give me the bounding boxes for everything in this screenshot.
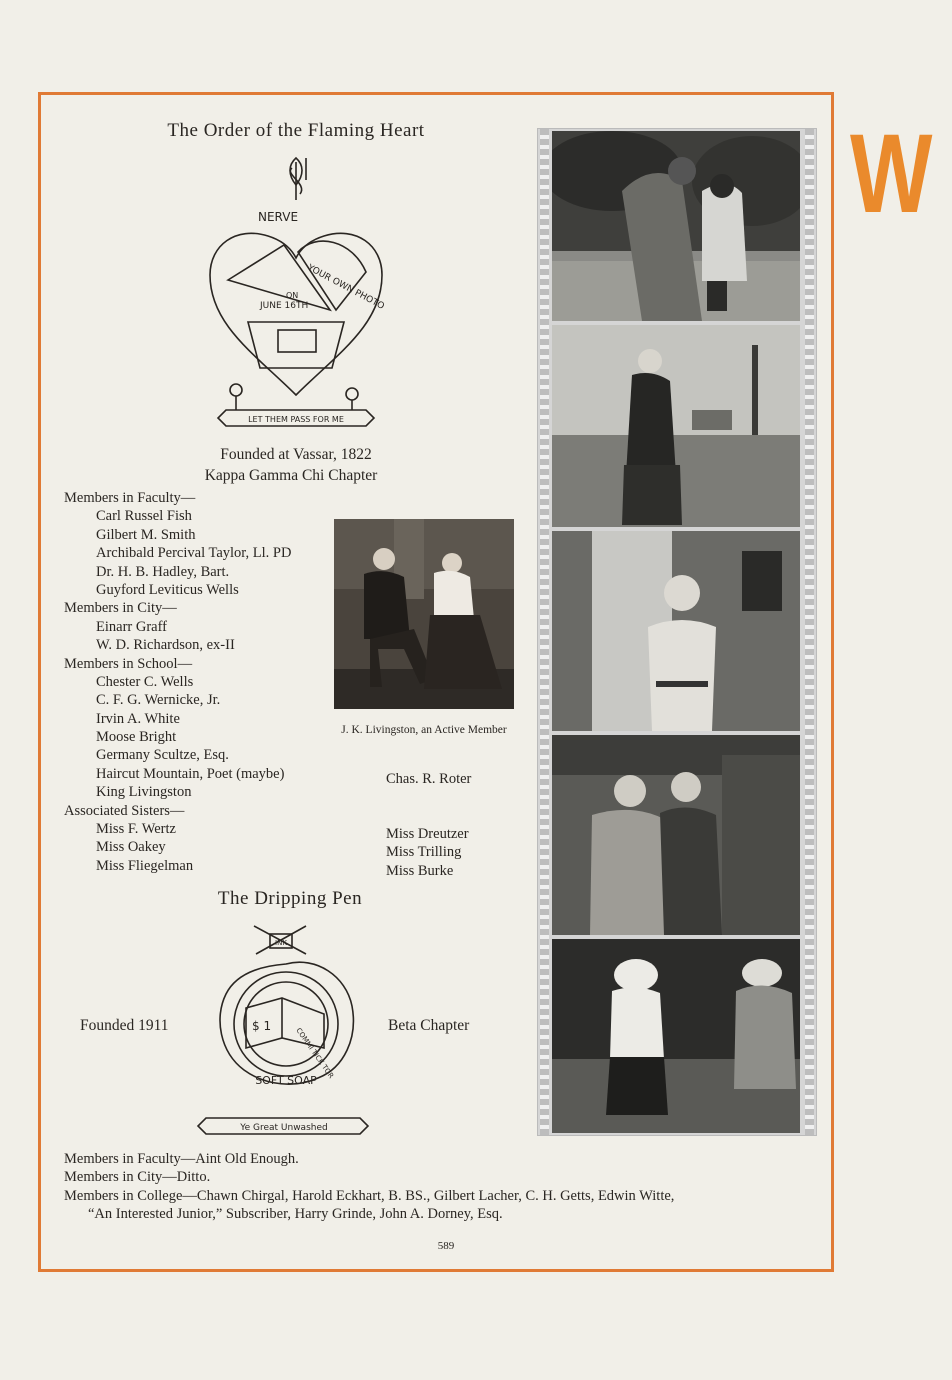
- right-sister: Miss Dreutzer: [386, 826, 469, 842]
- emblem-june: JUNE 16TH: [260, 301, 309, 311]
- dripping-pen-member-list: [64, 1150, 674, 1224]
- photo-caption: J. K. Livingston, an Active Member: [341, 724, 507, 736]
- member-category: Associated Sisters—: [64, 802, 185, 819]
- member-category: Members in City—: [64, 600, 177, 617]
- dp-member-line: Members in Faculty—Aint Old Enough.: [64, 1151, 299, 1167]
- emblem-your-own-photo: YOUR OWN PHOTO: [305, 263, 386, 312]
- member-name: Miss Oakey: [96, 839, 166, 856]
- member-category: Members in Faculty—: [64, 490, 196, 506]
- dp-member-line: Members in College—Chawn Chirgal, Harold Eckhart, B. BS., Gilbert Lacher, C. H. Getts, Edwin Witte,: [64, 1187, 675, 1204]
- right-sister: Miss Trilling: [386, 844, 462, 861]
- emblem-seal-text: SOFT SOAP: [255, 1074, 317, 1087]
- photo-woman-room: [552, 531, 800, 731]
- emblem-dollar: $ 1: [252, 1019, 272, 1033]
- emblem-scroll: LET THEM PASS FOR ME: [248, 415, 344, 424]
- flaming-heart-chapter: Kappa Gamma Chi Chapter: [204, 467, 378, 484]
- flaming-heart-founded: Founded at Vassar, 1822: [220, 446, 372, 463]
- film-perforation-right: [805, 129, 814, 1135]
- photo-woman-standing: [552, 325, 800, 527]
- member-name: Miss F. Wertz: [96, 821, 176, 838]
- member-name: Germany Scultze, Esq.: [96, 747, 229, 764]
- photo-two-women: [552, 735, 800, 935]
- film-strip: [537, 128, 817, 1136]
- dp-member-line: “An Interested Junior,” Subscriber, Harry Grinde, John A. Dorney, Esq.: [88, 1206, 503, 1223]
- emblem-on: ON: [286, 291, 299, 300]
- flaming-heart-title: The Order of the Flaming Heart: [167, 120, 425, 141]
- emblem-ink: INK: [275, 939, 287, 947]
- member-name: W. D. Richardson, ex-II: [96, 637, 235, 654]
- member-name: Irvin A. White: [96, 710, 180, 727]
- member-name: Moose Bright: [96, 729, 177, 746]
- emblem-nerve: NERVE: [258, 210, 299, 224]
- member-name: Carl Russel Fish: [96, 508, 192, 525]
- member-name: C. F. G. Wernicke, Jr.: [96, 692, 221, 709]
- member-name: Chester C. Wells: [96, 673, 194, 690]
- member-name: King Livingston: [96, 784, 192, 801]
- dripping-pen-founded: Founded 1911: [80, 1017, 169, 1034]
- member-name: Gilbert M. Smith: [96, 526, 196, 543]
- member-name: Guyford Leviticus Wells: [96, 581, 239, 598]
- emblem-book: COMMI TICK TOR: [294, 1026, 336, 1080]
- flaming-heart-emblem: [196, 150, 396, 440]
- member-name: Dr. H. B. Hadley, Bart.: [96, 563, 230, 580]
- dripping-pen-chapter: Beta Chapter: [388, 1017, 470, 1034]
- name-roter: Chas. R. Roter: [386, 771, 472, 787]
- right-sister: Miss Burke: [386, 862, 454, 879]
- member-name: Miss Fliegelman: [96, 857, 194, 874]
- photo-walking-away: [552, 939, 800, 1133]
- photo-hikers: [552, 131, 800, 321]
- member-name: Einarr Graff: [96, 618, 167, 635]
- member-category: Members in School—: [64, 655, 193, 672]
- dripping-pen-emblem: [196, 918, 376, 1140]
- right-sisters-list: [386, 825, 469, 880]
- film-perforation-left: [540, 129, 549, 1135]
- dp-member-line: Members in City—Ditto.: [64, 1169, 211, 1186]
- member-name: Haircut Mountain, Poet (maybe): [96, 765, 285, 782]
- flaming-heart-member-list: [64, 489, 291, 875]
- dripping-pen-title: The Dripping Pen: [217, 888, 363, 909]
- emblem-scroll-pen: Ye Great Unwashed: [240, 1123, 328, 1133]
- page-number: 589: [437, 1240, 455, 1252]
- member-name: Archibald Percival Taylor, Ll. PD: [96, 545, 292, 562]
- side-letter: W: [850, 111, 933, 236]
- livingston-photo: [334, 519, 514, 709]
